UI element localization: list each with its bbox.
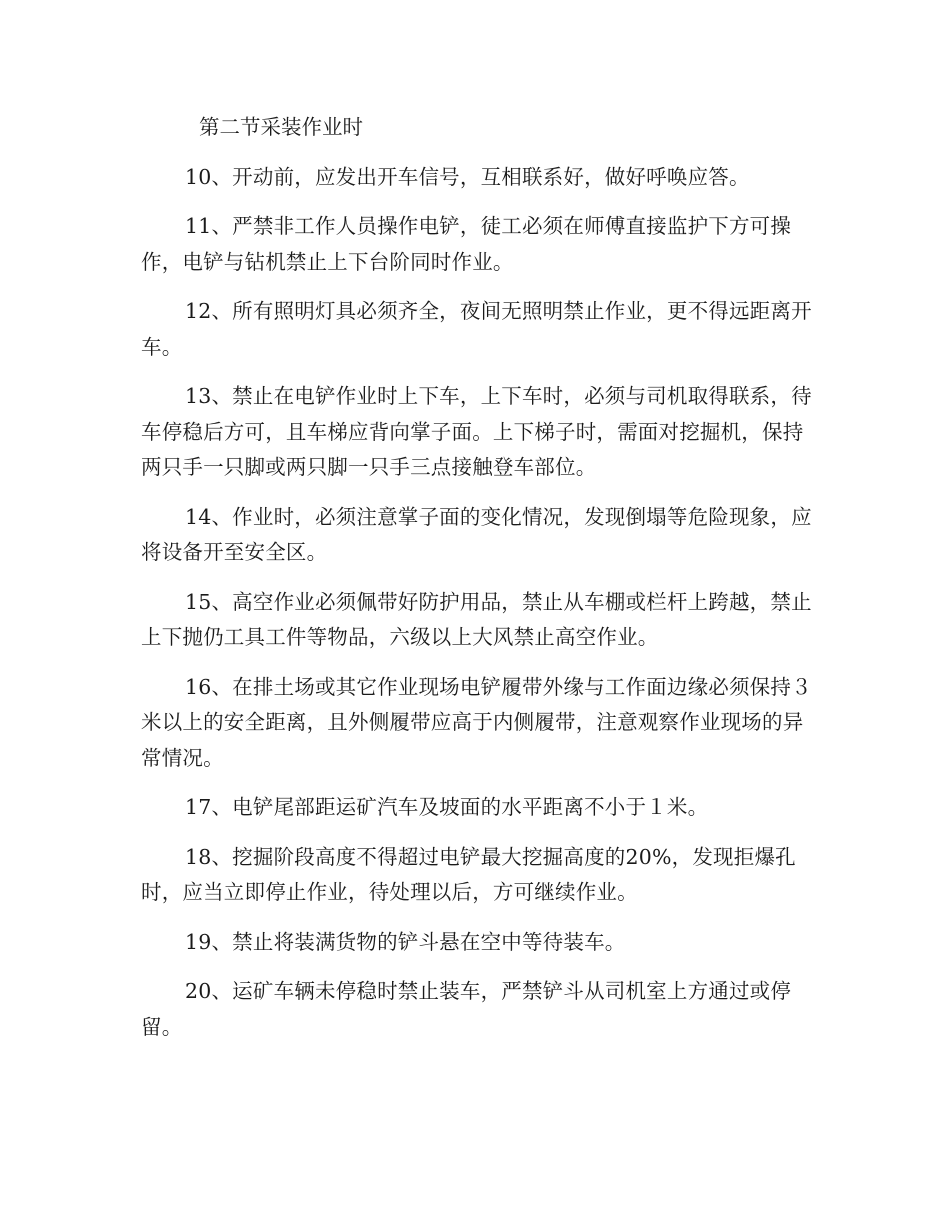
paragraph-14: 14、作业时，必须注意掌子面的变化情况，发现倒塌等危险现象，应将设备开至安全区。: [141, 504, 812, 564]
paragraph-16: 16、在排土场或其它作业现场电铲履带外缘与工作面边缘必须保持３米以上的安全距离，且外侧履带应高于内侧履带，注意观察作业现场的异常情况。: [141, 674, 812, 770]
paragraph-17: 17、电铲尾部距运矿汽车及坡面的水平距离不小于１米。: [185, 795, 709, 819]
section-title: 第二节采装作业时: [199, 115, 363, 139]
paragraph-19: 19、禁止将装满货物的铲斗悬在空中等待装车。: [185, 929, 626, 954]
paragraph-11: 11、严禁非工作人员操作电铲，徒工必须在师傅直接监护下方可操作，电铲与钻机禁止上下台阶同时作业。: [141, 214, 792, 274]
paragraph-13: 13、禁止在电铲作业时上下车，上下车时，必须与司机取得联系，待车停稳后方可，且车梯应背向掌子面。上下梯子时，需面对挖掘机，保持两只手一只脚或两只脚一只手三点接触登车部位。: [141, 384, 812, 479]
paragraph-15: 15、高空作业必须佩带好防护用品，禁止从车棚或栏杆上跨越，禁止上下抛仍工具工件等物品，六级以上大风禁止高空作业。: [141, 589, 812, 649]
paragraph-10: 10、开动前，应发出开车信号，互相联系好，做好呼唤应答。: [185, 164, 750, 189]
paragraph-12: 12、所有照明灯具必须齐全，夜间无照明禁止作业，更不得远距离开车。: [141, 299, 812, 359]
paragraph-18: 18、挖掘阶段高度不得超过电铲最大挖掘高度的20%，发现拒爆孔时，应当立即停止作业，待处理以后，方可继续作业。: [141, 844, 796, 904]
document-body: [141, 110, 813, 1059]
paragraph-20: 20、运矿车辆未停稳时禁止装车，严禁铲斗从司机室上方通过或停留。: [141, 979, 792, 1039]
